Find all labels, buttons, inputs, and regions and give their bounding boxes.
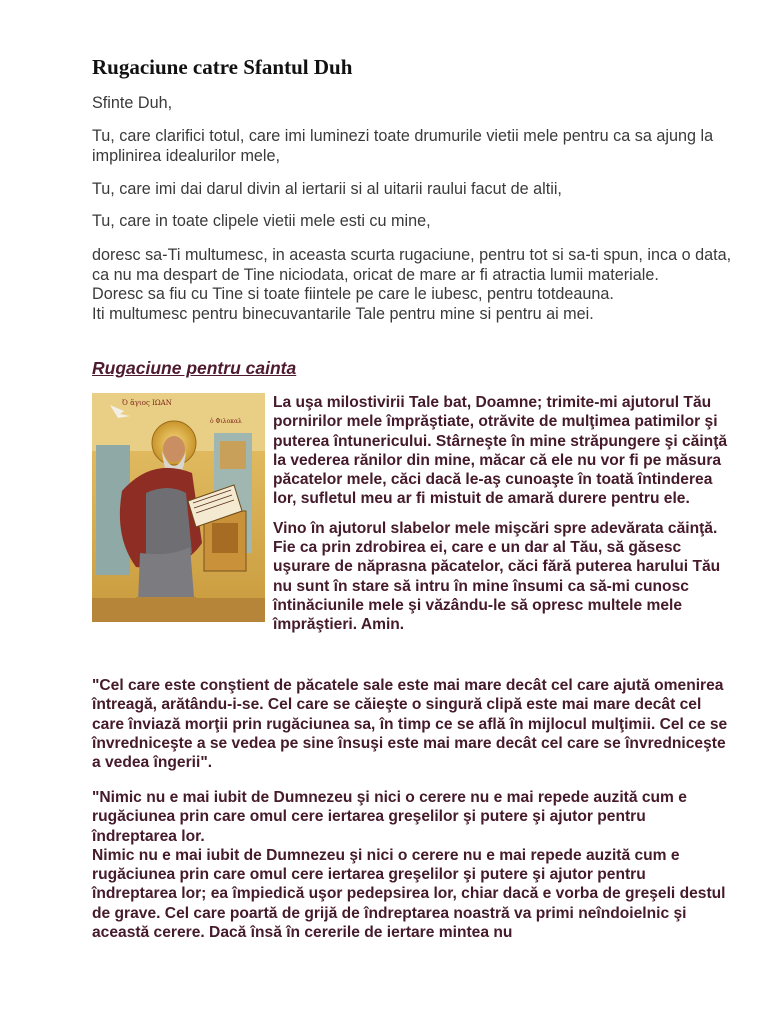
paragraph-multumire (92, 246, 732, 324)
quote-block-2 (92, 788, 732, 942)
section-heading: Rugaciune pentru cainta (92, 358, 297, 378)
quote-paragraph-1: "Cel care este conştient de păcatele sale este mai mare decât cel care ajută omenirea întreagă, arătându-i-se. Cel care se căieşte o singură clipă este mai mare decât cel care înviază morţii prin rugăciunea sa, în timp ce se află în mijlocul mulţimii. Cel ce se învredniceşte a se vedea pe sine însuşi este mai mare decât cel care se învredniceşte a vedea îngerii". (92, 677, 728, 772)
quote-paragraph-2b: Nimic nu e mai iubit de Dumnezeu şi nici o cerere nu e mai repede auzită cum e rugăciunea prin care omul cere iertarea greşelilor şi putere şi ajutor pentru îndreptarea lor; ea împiedică uşor pedepsirea lor, chiar dacă e vorba de greşeli destul de grave. Cel care poartă de grijă de îndreptarea noastră va primi neîndoielnic şi această cerere. Dacă însă în cererile de iertare mintea nu (92, 846, 726, 942)
document-title: Rugaciune catre Sfantul Duh (92, 55, 353, 79)
prayer-paragraph-2: Vino în ajutorul slabelor mele mişcări spre adevărata căinţă. Fie ca prin zdrobirea ei, care e un dar al Tău, să găsesc uşurare de năprasna păcatelor, căci fără puterea harului Tău nu sunt în stare să intru în mine însumi ca să-mi cunosc întinăciunile mele şi văzându-le să opresc multele mele împrăştieri. Amin. (273, 519, 721, 634)
paragraph-clarifici: Tu, care clarifici totul, care imi luminezi toate drumurile vietii mele pentru ca sa ajung la implinirea idealurilor mele, (92, 127, 714, 165)
quote-block-1 (92, 676, 732, 772)
paragraph-cu-mine: Tu, care in toate clipele vietii mele esti cu mine, (92, 212, 431, 230)
prayer-paragraph-1: La uşa milostivirii Tale bat, Doamne; trimite-mi ajutorul Tău pornirilor mele împrăştiate, otrăvite de mulţimea patimilor şi puterea întunericului. Stârneşte în mine străpungere şi căinţă la vederea rănilor din mine, măcar că ele nu vor fi pe măsura păcatelor mele, căci dacă le-aş cunoaşte în toată întinderea lor, sufletul meu ar fi mistuit de amară durere pentru ele. (273, 394, 728, 508)
multumire-line-3: Iti multumesc pentru binecuvantarile Tale pentru mine si pentru ai mei. (92, 304, 594, 323)
icon-inscription-left: Ό ἅγιος ΙΩΑΝ (122, 399, 172, 407)
paragraph-address: Sfinte Duh, (92, 94, 173, 112)
repentance-prayer-text (92, 393, 732, 635)
multumire-line-2: Doresc sa fiu cu Tine si toate fiintele pe care le iubesc, pentru totdeauna. (92, 285, 614, 303)
icon-inscription-right: ὁ Φιλοκαλ (210, 418, 242, 425)
quote-paragraph-2a: "Nimic nu e mai iubit de Dumnezeu şi nici o cerere nu e mai repede auzită cum e rugăciunea prin care omul cere iertarea greşelilor şi putere şi ajutor pentru îndreptarea lor. (92, 789, 687, 845)
paragraph-iertare: Tu, care imi dai darul divin al iertarii si al uitarii raului facut de altii, (92, 180, 562, 198)
multumire-line-1: doresc sa-Ti multumesc, in aceasta scurta rugaciune, pentru tot si sa-ti spun, inca o data, ca nu ma despart de Tine niciodata, oricat de mare ar fi atractia lumii materiale. (92, 246, 732, 284)
